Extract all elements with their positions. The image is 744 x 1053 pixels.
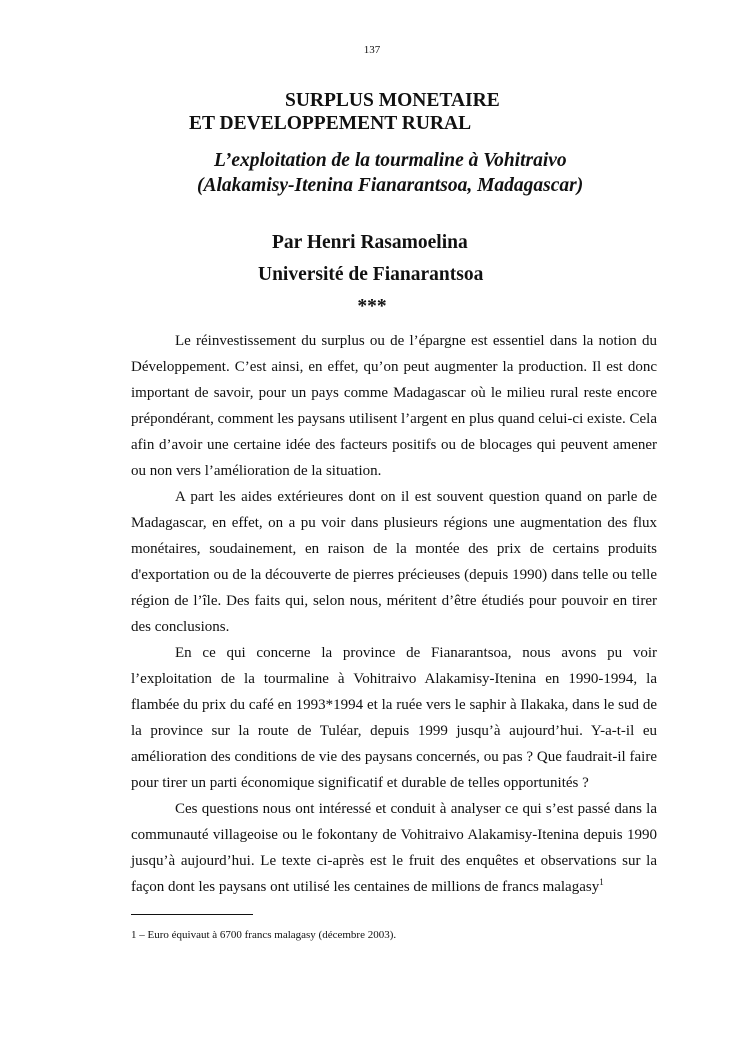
author-affiliation: Université de Fianarantsoa <box>258 264 484 285</box>
title-line-1: SURPLUS MONETAIRE <box>285 90 500 111</box>
paragraph: Le réinvestissement du surplus ou de l’épargne est essentiel dans la notion du Développement. C’est ainsi, en effet, qu’on peut augmenter la production. Il est donc important de savoir, pour un pays comme Madagascar où le milieu rural reste encore prépondérant, comment les paysans utilisent l’argent en plus quand celui-ci existe. Cela afin d’avoir une certaine idée des facteurs positifs ou de blocages qui peuvent amener ou non vers l’amélioration de la situation. <box>131 333 657 479</box>
paragraph: A part les aides extérieures dont on il est souvent question quand on parle de Madagascar, en effet, on a pu voir dans plusieurs régions une augmentation des flux monétaires, soudainement, en raison de la montée des prix de certains produits d'exportation ou de la découverte de pierres précieuses (depuis 1990) dans telle ou telle région de l’île. Des faits qui, selon nous, méritent d’être étudiés pour pouvoir en tirer des conclusions. <box>131 489 657 635</box>
subtitle-line-2: (Alakamisy-Itenina Fianarantsoa, Madagascar) <box>197 175 584 196</box>
footnote-divider <box>131 914 253 915</box>
title-line-2: ET DEVELOPPEMENT RURAL <box>189 113 472 134</box>
page-number: 137 <box>363 44 381 56</box>
paragraph: En ce qui concerne la province de Fianarantsoa, nous avons pu voir l’exploitation de la tourmaline à Vohitraivo Alakamisy-Itenina en 1990-1994, la flambée du prix du café en 1993*1994 et la ruée vers le saphir à Ilakaka, dans le sud de la province sur la route de Tuléar, depuis 1999 jusqu’à aujourd’hui. Y-a-t-il eu amélioration des conditions de vie des paysans concernés, ou pas ? Que faudrait-il faire pour tirer un parti économique significatif et durable de telles opportunités ? <box>131 645 657 791</box>
body-text <box>131 328 657 900</box>
author-name: Par Henri Rasamoelina <box>272 232 468 253</box>
paragraph-text: Ces questions nous ont intéressé et conduit à analyser ce qui s’est passé dans la communauté villageoise ou le fokontany de Vohitraivo Alakamisy-Itenina depuis 1990 jusqu’à aujourd’hui. Le texte ci-après est le fruit des enquêtes et observations sur la façon dont les paysans ont utilisé les centaines de millions de francs malagasy <box>131 801 657 895</box>
footnote: 1 – Euro équivaut à 6700 francs malagasy (décembre 2003). <box>131 929 397 941</box>
paragraph-with-footnote <box>131 796 657 900</box>
footnote-marker: 1 <box>599 877 604 887</box>
subtitle-line-1: L’exploitation de la tourmaline à Vohitraivo <box>214 150 567 171</box>
section-separator: *** <box>357 296 387 317</box>
